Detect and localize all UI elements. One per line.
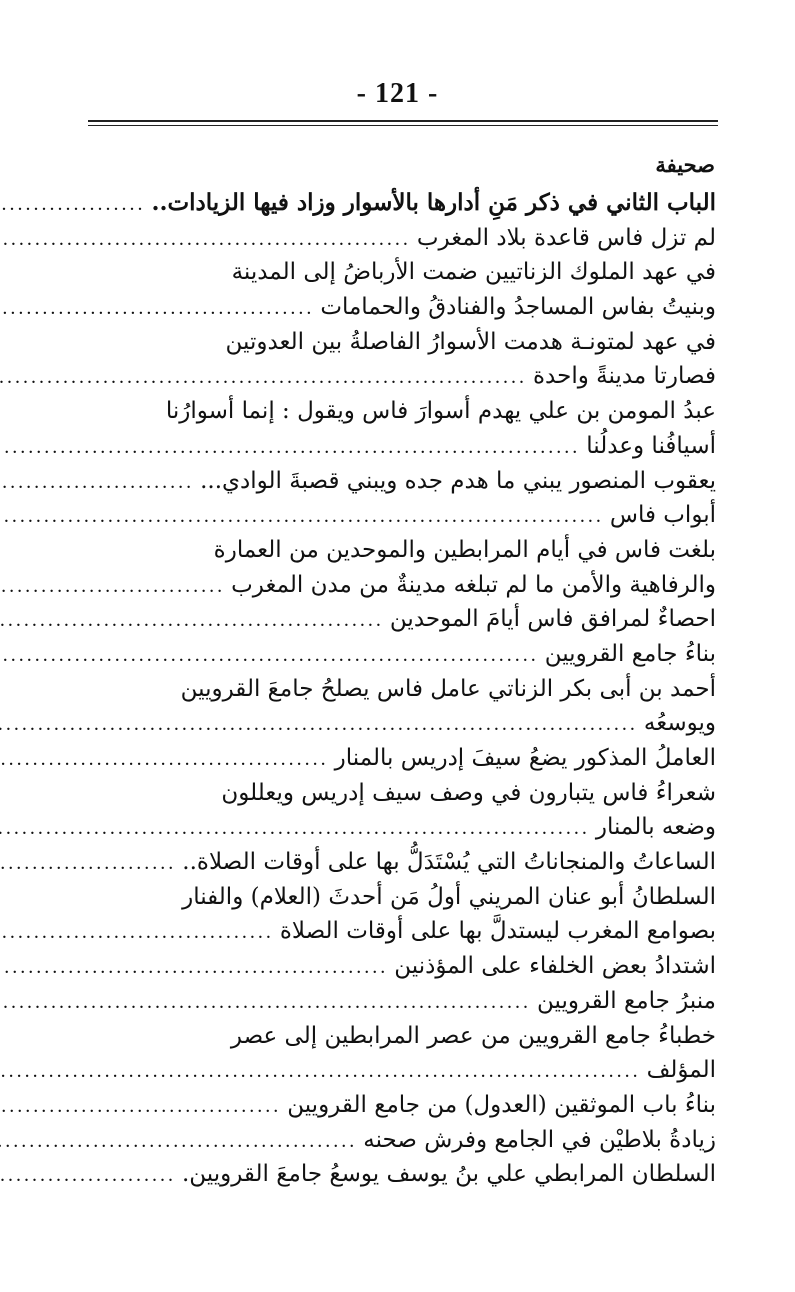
toc-entry [98, 533, 716, 602]
toc-entry-title: احصاءٌ لمرافق فاس أيامَ الموحدين [389, 606, 716, 633]
dot-leader [0, 603, 390, 638]
toc-entry-title: والرفاهية والأمن ما لم تبلغه مدينةٌ من مدن المغرب [231, 571, 716, 598]
dot-leader [0, 465, 200, 500]
toc-entry-line-final [98, 464, 716, 499]
toc-entry-title: لم تزل فاس قاعدة بلاد المغرب [416, 224, 716, 251]
toc-entry-title: المؤلف [646, 1057, 716, 1084]
toc-entry [98, 776, 716, 845]
toc-entry [98, 602, 716, 637]
toc-entry [98, 1088, 716, 1123]
toc-entry-title: العاملُ المذكور يضعُ سيفَ إدريس بالمنار [334, 745, 716, 771]
dot-leader [0, 291, 320, 326]
toc-entry [98, 637, 716, 672]
toc-entry-title: بلغت فاس في أيام المرابطين والموحدين من العمارة [213, 536, 716, 563]
toc-entry [98, 325, 716, 394]
dot-leader [0, 360, 533, 395]
toc-entry-line-final [98, 984, 716, 1019]
toc-entry-title: بناءُ باب الموثقين (العدول) من جامع القرويين [287, 1091, 716, 1118]
toc-entry-title: فصارتا مدينةً واحدة [533, 363, 716, 390]
toc-entry-title: الباب الثاني في ذكر مَنِ أدارها بالأسوار وزاد فيها الزيادات.. [151, 189, 716, 216]
toc-entry-line-final [98, 1123, 716, 1158]
toc-entry-title: منبرُ جامع القرويين [537, 987, 716, 1014]
toc-entry-title: في عهد لمتونـة هدمت الأسوارُ الفاصلةُ بين العدوتين [225, 328, 716, 355]
toc-entry-title: شعراءُ فاس يتبارون في وصف سيف إدريس ويعللون [221, 779, 716, 806]
dot-leader [0, 742, 335, 777]
toc-entry-line [98, 672, 716, 707]
toc-entry [98, 1157, 716, 1192]
dot-leader [0, 1089, 287, 1124]
toc-entry [98, 845, 716, 880]
toc-entry-title: وبنيتُ بفاس المساجدُ والفنادقُ والحمامات [320, 294, 716, 321]
toc-entry-line-final [98, 1088, 716, 1123]
toc-entry-title: ويوسعُه [643, 710, 716, 737]
dot-leader [0, 430, 586, 465]
toc-entry [98, 1019, 716, 1088]
toc-entry [98, 464, 716, 499]
toc-entry-line-final [98, 498, 716, 533]
dot-leader [0, 846, 182, 881]
toc-entry-line-final [98, 949, 716, 984]
toc-entry-title: في عهد الملوك الزناتيين ضمت الأرباضُ إلى المدينة [231, 259, 716, 286]
toc-entry-line-final [98, 429, 716, 464]
toc-entry-title: أبواب فاس [609, 502, 716, 529]
page-column-heading: صحيفة [655, 152, 715, 177]
toc-entry [98, 1123, 716, 1158]
toc-entry-title: وضعه بالمنار [595, 814, 716, 841]
toc-entry-title: السلطانُ أبو عنان المريني أولُ مَن أحدثَ (العلام) والفنار [182, 883, 716, 910]
toc-entry-line-final [98, 914, 716, 949]
page-number: - 121 - [356, 78, 439, 109]
toc-entry [98, 255, 716, 324]
dot-leader [0, 985, 537, 1020]
toc-entry [98, 949, 716, 984]
toc-entry-title: أسيافُنا وعدلُنا [586, 432, 716, 459]
toc-entry-line-final [98, 637, 716, 672]
dot-leader [0, 811, 596, 846]
toc-entry-line [98, 880, 716, 915]
toc-entry-line-final [98, 1157, 716, 1192]
toc-entry-line-final [98, 741, 716, 776]
toc-entry [98, 221, 716, 256]
toc-entry-line [98, 394, 716, 429]
toc-entry-line [98, 325, 716, 360]
toc-entry-title: زيادةُ بلاطيْن في الجامع وفرش صحنه [363, 1126, 716, 1153]
dot-leader [0, 1158, 182, 1193]
dot-leader [0, 1054, 647, 1089]
dot-leader [0, 222, 417, 257]
toc-entry-title: عبدُ المومن بن علي يهدم أسوارَ فاس ويقول : إنما أسوارُنا [165, 398, 716, 425]
toc-entry [98, 186, 716, 221]
dot-leader [0, 915, 280, 950]
toc-entry-title: بصوامع المغرب ليستدلَّ بها على أوقات الصلاة [279, 918, 716, 945]
toc-entry-line [98, 255, 716, 290]
toc-entry-title: الساعاتُ والمنجاناتُ التي يُسْتَدَلُّ بها على أوقات الصلاة.. [182, 849, 716, 876]
toc-entry-title: السلطان المرابطي علي بنُ يوسف يوسعُ جامعَ القرويين. [181, 1161, 716, 1188]
header-rule [88, 120, 718, 122]
toc-entry-line [98, 533, 716, 568]
table-of-contents [98, 186, 716, 1192]
dot-leader [0, 950, 394, 985]
toc-entry-title: خطباءُ جامع القرويين من عصر المرابطين إلى عصر [230, 1022, 716, 1049]
toc-entry-title: اشتدادُ بعض الخلفاء على المؤذنين [394, 953, 716, 980]
toc-entry-line-final [98, 602, 716, 637]
toc-entry-line-final [98, 359, 716, 394]
toc-entry-title: يعقوب المنصور يبني ما هدم جده ويبني قصبةَ الوادي... [200, 467, 716, 494]
dot-leader [0, 187, 152, 222]
toc-entry [98, 880, 716, 949]
toc-entry-title: أحمد بن أبى بكر الزناتي عامل فاس يصلحُ جامعَ القرويين [180, 675, 716, 702]
dot-leader [0, 1124, 363, 1159]
toc-entry-line-final [98, 845, 716, 880]
toc-entry-line-final [98, 568, 716, 603]
dot-leader [0, 707, 644, 742]
toc-entry-line-final [98, 706, 716, 741]
toc-entry [98, 984, 716, 1019]
toc-entry-line-final [98, 810, 716, 845]
toc-entry [98, 672, 716, 741]
header-rule-thin [88, 125, 718, 126]
toc-entry-line-final [98, 290, 716, 325]
toc-entry [98, 498, 716, 533]
toc-entry [98, 394, 716, 463]
toc-entry-line-final [98, 221, 716, 256]
toc-entry-title: بناءُ جامع القرويين [544, 640, 716, 667]
toc-entry-line [98, 776, 716, 811]
dot-leader [0, 638, 545, 673]
toc-entry-line-final [98, 186, 716, 221]
toc-entry-line-final [98, 1053, 716, 1088]
toc-entry [98, 741, 716, 776]
dot-leader [0, 499, 610, 534]
toc-entry-line [98, 1019, 716, 1054]
dot-leader [0, 569, 231, 604]
